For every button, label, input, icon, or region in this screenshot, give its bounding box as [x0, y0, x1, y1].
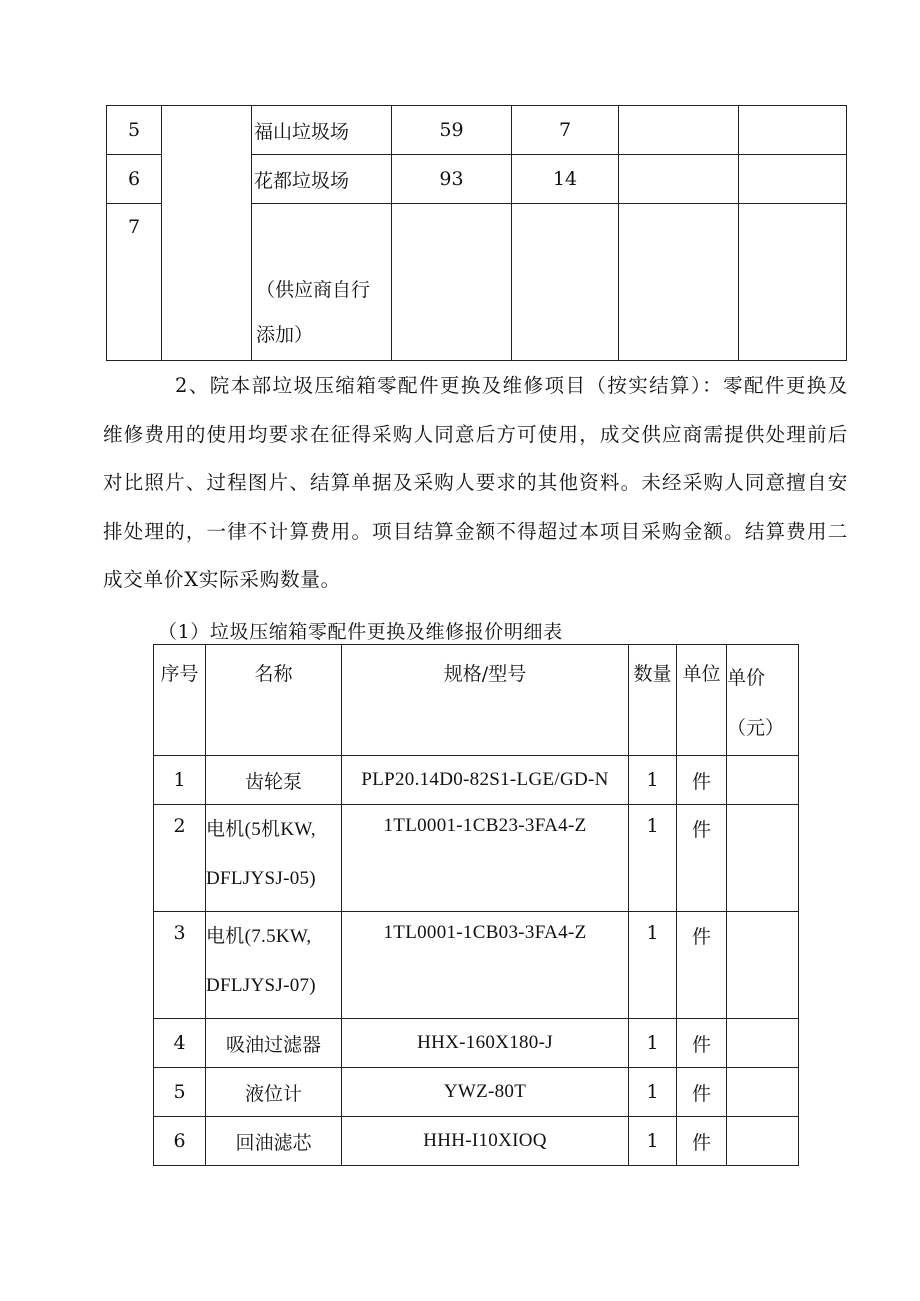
part-qty: 1: [629, 1068, 677, 1117]
note-line: （供应商自行: [256, 279, 371, 301]
table-header-row: [154, 645, 799, 756]
part-name: 吸油过滤器: [206, 1019, 342, 1068]
row-number: 6: [154, 1117, 206, 1166]
empty-cell: [392, 204, 512, 361]
site-name: 福山垃圾场: [252, 106, 392, 155]
header-price: [727, 645, 799, 756]
price-cell: [727, 912, 799, 1019]
landfill-table: [106, 105, 847, 361]
part-spec: 1TL0001-1CB23-3FA4-Z: [342, 805, 629, 912]
part-name: 回油滤芯: [206, 1117, 342, 1166]
row-number: 3: [154, 912, 206, 1019]
row-number: 5: [107, 106, 162, 155]
supplier-note: [252, 204, 392, 361]
part-name-line: DFLJYSJ-07): [206, 975, 316, 996]
part-qty: 1: [629, 1019, 677, 1068]
empty-cell: [619, 155, 739, 204]
site-name: 花都垃圾场: [252, 155, 392, 204]
part-spec: HHX-160X180-J: [342, 1019, 629, 1068]
part-qty: 1: [629, 1117, 677, 1166]
header-qty: 数量: [629, 645, 677, 756]
part-name-line: DFLJYSJ-05): [206, 868, 316, 889]
value-cell: 59: [392, 106, 512, 155]
price-cell: [727, 756, 799, 805]
empty-cell: [512, 204, 619, 361]
table-row: [154, 1019, 799, 1068]
price-cell: [727, 1068, 799, 1117]
price-cell: [727, 805, 799, 912]
part-spec: YWZ-80T: [342, 1068, 629, 1117]
table-row: [154, 1068, 799, 1117]
empty-cell: [739, 204, 847, 361]
part-name: [206, 805, 342, 912]
value-cell: 7: [512, 106, 619, 155]
row-number: 4: [154, 1019, 206, 1068]
table-row: [154, 1117, 799, 1166]
empty-cell: [739, 155, 847, 204]
table-row: [154, 756, 799, 805]
price-cell: [727, 1117, 799, 1166]
part-name: [206, 912, 342, 1019]
part-unit: 件: [677, 756, 727, 805]
price-cell: [727, 1019, 799, 1068]
part-unit: 件: [677, 1117, 727, 1166]
value-cell: 14: [512, 155, 619, 204]
header-no: 序号: [154, 645, 206, 756]
row-number: 1: [154, 756, 206, 805]
table-row: [154, 912, 799, 1019]
part-spec: HHH-I10XIOQ: [342, 1117, 629, 1166]
table-row: [107, 106, 847, 155]
merged-cell: [162, 106, 252, 361]
part-qty: 1: [629, 756, 677, 805]
header-price-line: （元）: [727, 717, 785, 739]
row-number: 2: [154, 805, 206, 912]
table-row: [154, 805, 799, 912]
part-unit: 件: [677, 1019, 727, 1068]
part-spec: 1TL0001-1CB03-3FA4-Z: [342, 912, 629, 1019]
part-name: 齿轮泵: [206, 756, 342, 805]
row-number: 6: [107, 155, 162, 204]
empty-cell: [619, 106, 739, 155]
header-spec: 规格/型号: [342, 645, 629, 756]
part-qty: 1: [629, 912, 677, 1019]
value-cell: 93: [392, 155, 512, 204]
header-price-line: 单价: [727, 667, 766, 689]
part-qty: 1: [629, 805, 677, 912]
part-name-line: 电机(7.5KW,: [206, 926, 312, 947]
part-spec: PLP20.14D0-82S1-LGE/GD-N: [342, 756, 629, 805]
table-caption: （1）垃圾压缩箱零配件更换及维修报价明细表: [158, 621, 563, 643]
body-paragraph: [103, 362, 848, 605]
paragraph-text: 2、院本部垃圾压缩箱零配件更换及维修项目（按实结算）：零配件更换及维修费用的使用均要求在征得采购人同意后方可使用，成交供应商需提供处理前后对比照片、过程图片、结算单据及采购人要求的其他资料。未经采购人同意擅自安排处理的，一律不计算费用。项目结算金额不得超过本项目采购金额。结算费用二成交单价X实际采购数量。: [103, 374, 848, 591]
empty-cell: [739, 106, 847, 155]
header-unit: 单位: [677, 645, 727, 756]
part-name-line: 电机(5机KW,: [206, 819, 316, 840]
empty-cell: [619, 204, 739, 361]
part-name: 液位计: [206, 1068, 342, 1117]
part-unit: 件: [677, 912, 727, 1019]
header-name: 名称: [206, 645, 342, 756]
row-number: 5: [154, 1068, 206, 1117]
part-unit: 件: [677, 1068, 727, 1117]
row-number: 7: [107, 204, 162, 361]
part-unit: 件: [677, 805, 727, 912]
parts-price-table: [153, 644, 799, 1166]
note-line: 添加）: [256, 324, 314, 346]
